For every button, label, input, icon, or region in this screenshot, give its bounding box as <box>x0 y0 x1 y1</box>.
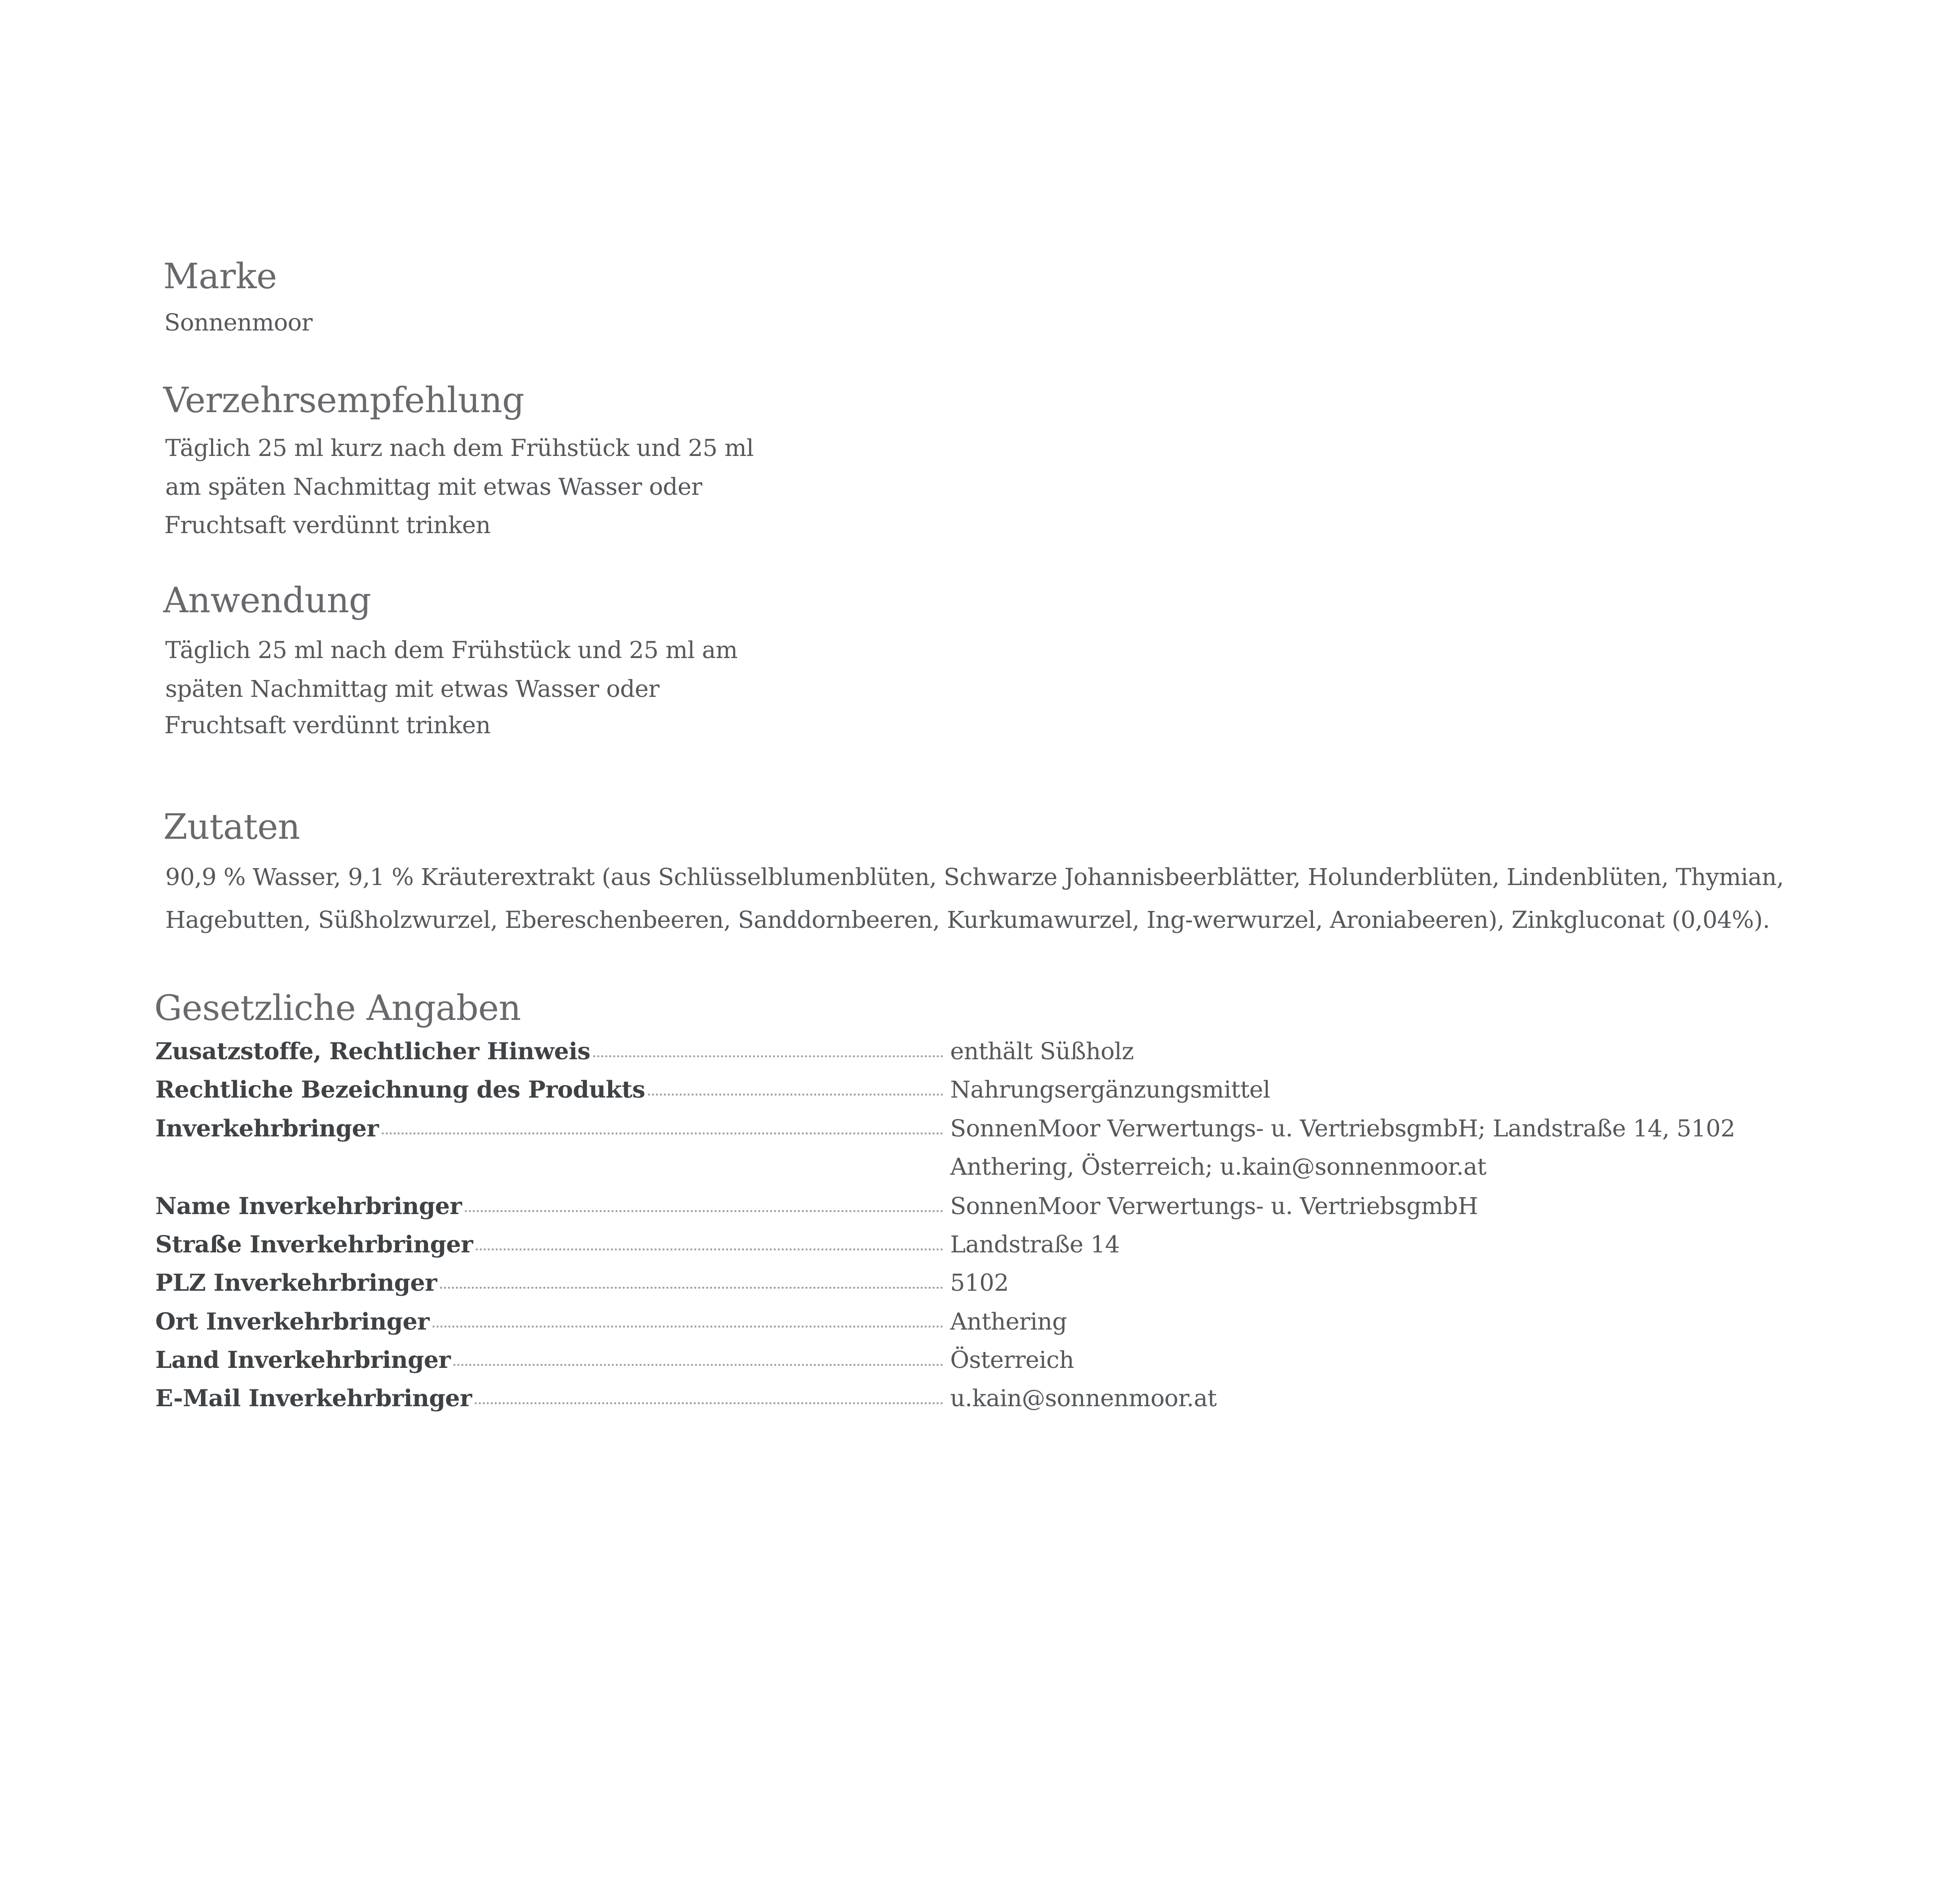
row-label: Land Inverkehrbringer <box>155 1346 451 1374</box>
row-value <box>950 1264 1811 1302</box>
row-label: E-Mail Inverkehrbringer <box>155 1385 472 1412</box>
row-value <box>950 1379 1811 1418</box>
row-value-line: Nahrungsergänzungsmittel <box>950 1076 1271 1104</box>
section-heading-anwendung: Anwendung <box>163 580 371 621</box>
zutaten-line: Hagebutten, Süßholzwurzel, Ebereschenbeeren, Sanddornbeeren, Kurkumawurzel, Ing-werwurzel, Aroniabeeren), Zinkgluconat (0,04%). <box>165 906 1770 934</box>
verzehrsempfehlung-line: am späten Nachmittag mit etwas Wasser oder <box>165 473 702 501</box>
row-label: Straße Inverkehrbringer <box>155 1231 473 1258</box>
row-value <box>950 1110 1811 1186</box>
legal-table-row <box>155 1110 1818 1186</box>
row-value <box>950 1032 1811 1071</box>
brand-value: Sonnenmoor <box>164 309 313 336</box>
row-value-line: 5102 <box>950 1269 1009 1297</box>
row-value <box>950 1226 1811 1264</box>
row-label: Zusatzstoffe, Rechtlicher Hinweis <box>155 1038 590 1065</box>
dot-leader <box>476 1248 943 1250</box>
anwendung-line: Fruchtsaft verdünnt trinken <box>164 712 491 739</box>
row-label: Name Inverkehrbringer <box>155 1193 462 1220</box>
section-heading-zutaten: Zutaten <box>163 806 300 847</box>
dot-leader <box>382 1132 943 1134</box>
row-value-line: u.kain@sonnenmoor.at <box>950 1385 1217 1412</box>
row-value <box>950 1071 1811 1109</box>
dot-leader <box>453 1364 943 1366</box>
row-value-line: SonnenMoor Verwertungs- u. VertriebsgmbH <box>950 1193 1478 1220</box>
row-label: Inverkehrbringer <box>155 1115 379 1142</box>
row-label: Ort Inverkehrbringer <box>155 1308 430 1336</box>
row-value-line: Anthering, Österreich; u.kain@sonnenmoor.at <box>950 1153 1487 1181</box>
legal-table-row <box>155 1264 1818 1302</box>
section-heading-verzehrsempfehlung: Verzehrsempfehlung <box>163 380 525 421</box>
legal-table-row <box>155 1379 1818 1418</box>
anwendung-line: späten Nachmittag mit etwas Wasser oder <box>165 675 659 703</box>
anwendung-line: Täglich 25 ml nach dem Frühstück und 25 ml am <box>165 637 738 664</box>
dot-leader <box>465 1210 943 1212</box>
dot-leader <box>593 1055 943 1057</box>
row-label: Rechtliche Bezeichnung des Produkts <box>155 1076 646 1104</box>
zutaten-line: 90,9 % Wasser, 9,1 % Kräuterextrakt (aus Schlüsselblumenblüten, Schwarze Johannisbeerblätter, Holunderblüten, Lindenblüten, Thymian, <box>165 864 1784 891</box>
row-value-line: Landstraße 14 <box>950 1231 1120 1258</box>
legal-table-row <box>155 1341 1818 1379</box>
dot-leader <box>648 1094 943 1096</box>
row-value-line: Österreich <box>950 1346 1074 1374</box>
row-value <box>950 1187 1811 1226</box>
row-value-line: enthält Süßholz <box>950 1038 1134 1065</box>
legal-table-row <box>155 1303 1818 1341</box>
row-value <box>950 1341 1811 1379</box>
section-heading-gesetzliche-angaben: Gesetzliche Angaben <box>154 988 521 1028</box>
legal-table-row <box>155 1187 1818 1226</box>
row-value-line: Anthering <box>950 1308 1067 1336</box>
dot-leader <box>475 1402 943 1404</box>
row-value <box>950 1303 1811 1341</box>
verzehrsempfehlung-line: Fruchtsaft verdünnt trinken <box>164 512 491 539</box>
section-heading-marke: Marke <box>163 256 277 297</box>
verzehrsempfehlung-line: Täglich 25 ml kurz nach dem Frühstück und 25 ml <box>165 435 754 462</box>
dot-leader <box>433 1326 944 1328</box>
dot-leader <box>440 1287 943 1289</box>
legal-table-row <box>155 1032 1818 1071</box>
row-value-line: SonnenMoor Verwertungs- u. VertriebsgmbH; Landstraße 14, 5102 <box>950 1115 1736 1142</box>
row-label: PLZ Inverkehrbringer <box>155 1269 437 1297</box>
legal-table-row <box>155 1071 1818 1109</box>
legal-table-row <box>155 1226 1818 1264</box>
